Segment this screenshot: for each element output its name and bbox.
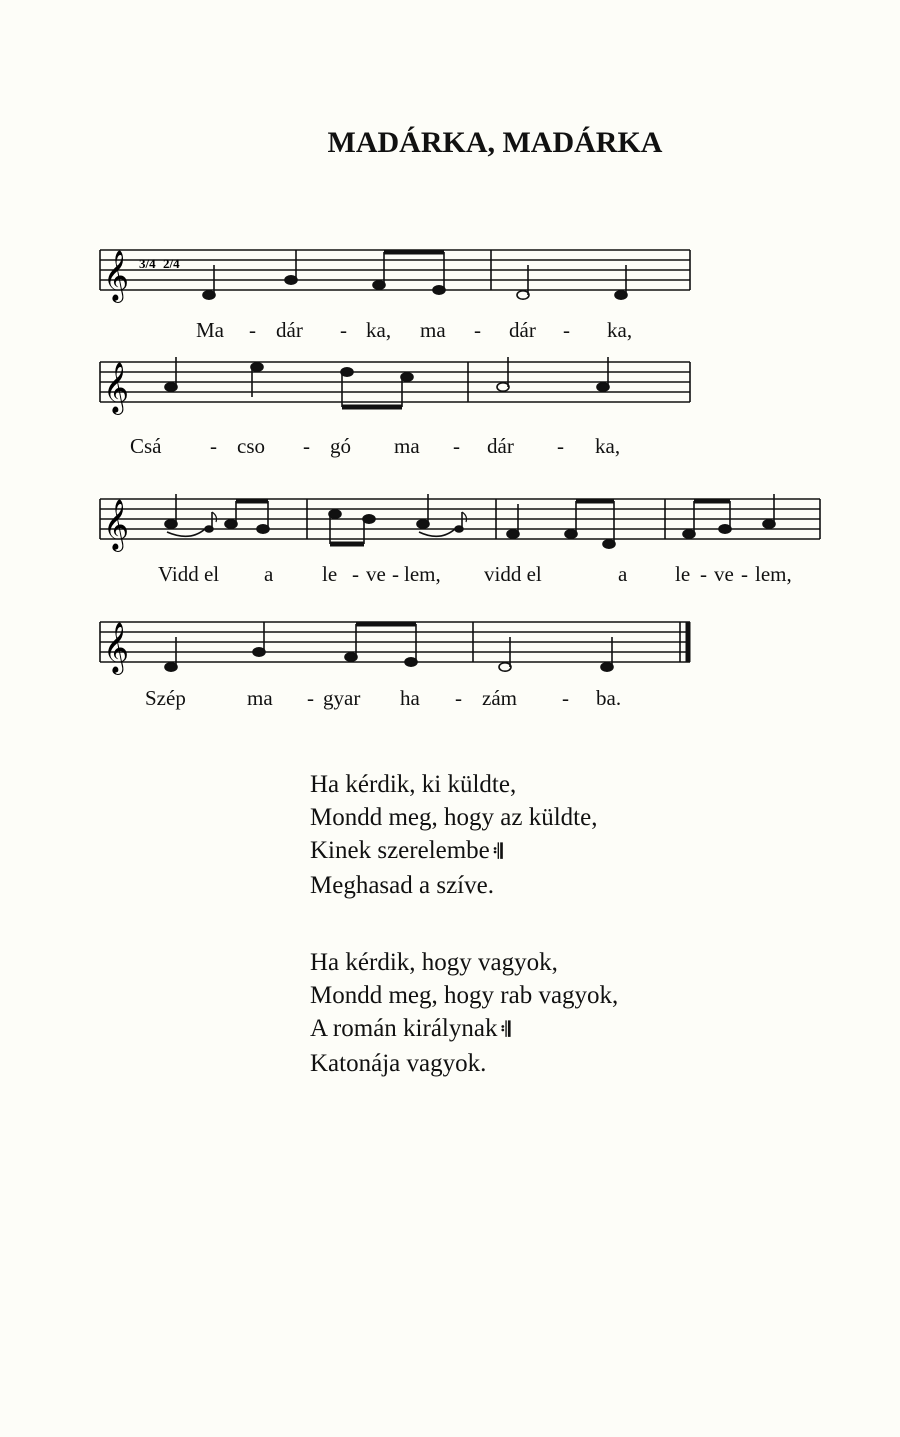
lyric-syllable: dár [509, 318, 536, 342]
verse-line: Kinek szerelembe [310, 837, 490, 864]
lyric-syllable: ve [366, 562, 386, 586]
lyric-hyphen: - [210, 434, 217, 458]
lyric-syllable: ka, [607, 318, 633, 342]
lyric-syllable: gó [330, 434, 351, 458]
lyric-syllable: Ma [196, 318, 224, 342]
verse-2 [310, 946, 618, 1080]
lyric-syllable: ve [714, 562, 734, 586]
lyric-syllable: Vidd el [158, 562, 220, 586]
lyric-hyphen: - [557, 434, 564, 458]
lyric-syllable: ma [247, 686, 273, 710]
lyric-hyphen: - [352, 562, 359, 586]
verse-1 [310, 768, 597, 902]
song-title: MADÁRKA, MADÁRKA [327, 126, 663, 159]
treble-clef-icon: 𝄞 [103, 499, 130, 550]
lyric-hyphen: - [741, 562, 748, 586]
lyric-syllable: cso [237, 434, 265, 458]
treble-clef-icon: 𝄞 [103, 362, 130, 413]
lyric-hyphen: - [303, 434, 310, 458]
lyric-hyphen: - [562, 686, 569, 710]
verse-line: Mondd meg, hogy az küldte, [310, 804, 598, 831]
lyric-syllable: vidd el [484, 562, 542, 586]
lyric-syllable: zám [482, 686, 517, 710]
lyric-syllable: ma [394, 434, 420, 458]
lyric-syllable: ha [400, 686, 420, 710]
lyric-syllable: Csá [130, 434, 162, 458]
lyric-syllable: ka, [595, 434, 621, 458]
lyric-syllable: ba. [596, 686, 622, 710]
lyric-syllable: ma [420, 318, 446, 342]
lyric-syllable: lem, [404, 562, 441, 586]
lyric-hyphen: - [340, 318, 347, 342]
music-staff-4 [95, 610, 700, 680]
lyric-syllable: ka, [366, 318, 392, 342]
verse-line: Katonája vagyok. [310, 1050, 487, 1077]
time-sig-3-4-top: 3/4 [139, 256, 156, 271]
lyric-hyphen: - [453, 434, 460, 458]
time-sig-2-4-top: 2/4 [163, 256, 180, 271]
lyric-syllable: dár [487, 434, 514, 458]
lyric-syllable: lem, [755, 562, 792, 586]
music-staff-1 [95, 238, 695, 318]
verse-line: Mondd meg, hogy rab vagyok, [310, 982, 619, 1009]
lyric-hyphen: - [455, 686, 462, 710]
lyric-hyphen: - [307, 686, 314, 710]
lyric-hyphen: - [563, 318, 570, 342]
verse-line: Meghasad a szíve. [310, 872, 494, 899]
treble-clef-icon: 𝄞 [103, 622, 130, 673]
lyric-hyphen: - [392, 562, 399, 586]
lyric-syllable: gyar [323, 686, 361, 710]
verse-line: Ha kérdik, hogy vagyok, [310, 949, 558, 976]
lyric-hyphen: - [700, 562, 707, 586]
lyric-syllable: a [618, 562, 628, 586]
lyric-syllable: Szép [145, 686, 186, 710]
repeat-sign-icon: 𝄇 [500, 1019, 511, 1041]
lyric-hyphen: - [249, 318, 256, 342]
lyric-hyphen: - [474, 318, 481, 342]
music-staff-2 [95, 350, 695, 420]
music-staff-3 [95, 482, 825, 562]
verse-line: Ha kérdik, ki küldte, [310, 771, 517, 798]
treble-clef-icon: 𝄞 [103, 250, 130, 301]
lyric-syllable: a [264, 562, 274, 586]
lyric-syllable: dár [276, 318, 303, 342]
lyric-syllable: le [675, 562, 691, 586]
lyric-syllable: le [322, 562, 338, 586]
verse-line: A román királynak [310, 1015, 498, 1042]
repeat-sign-icon: 𝄇 [492, 841, 503, 863]
